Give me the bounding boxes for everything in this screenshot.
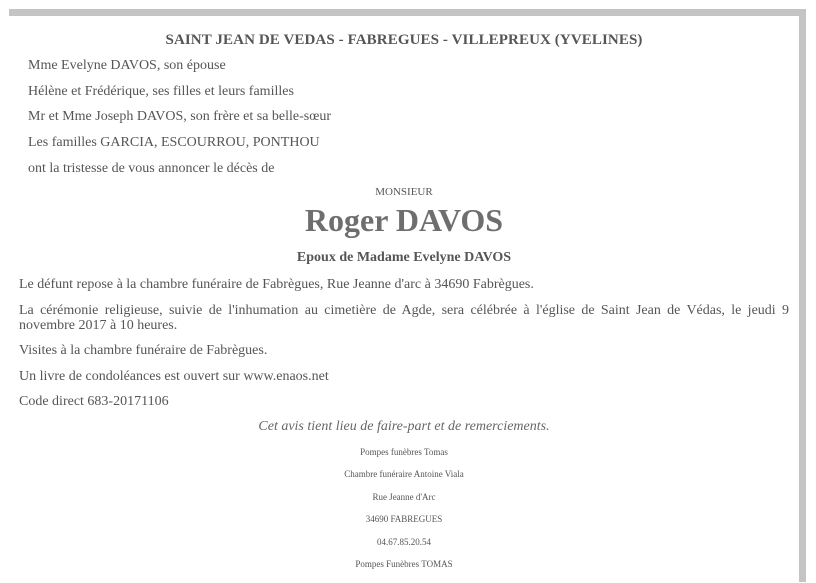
notice-location-title: SAINT JEAN DE VEDAS - FABREGUES - VILLEPREUX (YVELINES) xyxy=(165,32,643,48)
family-line-spouse: Mme Evelyne DAVOS, son épouse xyxy=(28,58,226,73)
family-line-families: Les familles GARCIA, ESCOURROU, PONTHOU xyxy=(28,135,320,150)
deceased-relation: Epoux de Madame Evelyne DAVOS xyxy=(296,250,512,265)
notice-frame xyxy=(9,9,806,582)
family-line-announcement: ont la tristesse de vous annoncer le décès de xyxy=(28,161,275,176)
signature-line-city: 34690 FABREGUES xyxy=(365,514,443,524)
signature-line-phone: 04.67.85.20.54 xyxy=(377,537,431,547)
signature-line-funeral-home: Pompes funèbres Tomas xyxy=(360,447,448,457)
detail-rest-place: Le défunt repose à la chambre funéraire de Fabrègues, Rue Jeanne d'arc à 34690 Fabrègues. xyxy=(19,277,534,292)
family-line-daughters: Hélène et Frédérique, ses filles et leurs familles xyxy=(28,84,294,99)
deceased-name: Roger DAVOS xyxy=(304,202,504,238)
signature-line-company: Pompes Funèbres TOMAS xyxy=(355,559,453,569)
deceased-honorific: MONSIEUR xyxy=(375,186,433,198)
signature-line-street: Rue Jeanne d'Arc xyxy=(372,492,436,502)
notice-content xyxy=(9,16,799,582)
detail-visits: Visites à la chambre funéraire de Fabrègues. xyxy=(19,343,268,358)
family-line-brother: Mr et Mme Joseph DAVOS, son frère et sa belle-sœur xyxy=(28,109,332,124)
detail-direct-code: Code direct 683-20171106 xyxy=(19,394,169,409)
detail-ceremony: La cérémonie religieuse, suivie de l'inhumation au cimetière de Agde, sera célébrée à l'église de Saint Jean de Védas, le jeudi 9 novembre 2017 à 10 heures. xyxy=(19,303,789,333)
closing-statement: Cet avis tient lieu de faire-part et de remerciements. xyxy=(258,419,550,434)
detail-condolences: Un livre de condoléances est ouvert sur www.enaos.net xyxy=(19,369,329,384)
signature-line-chamber: Chambre funéraire Antoine Viala xyxy=(344,469,464,479)
